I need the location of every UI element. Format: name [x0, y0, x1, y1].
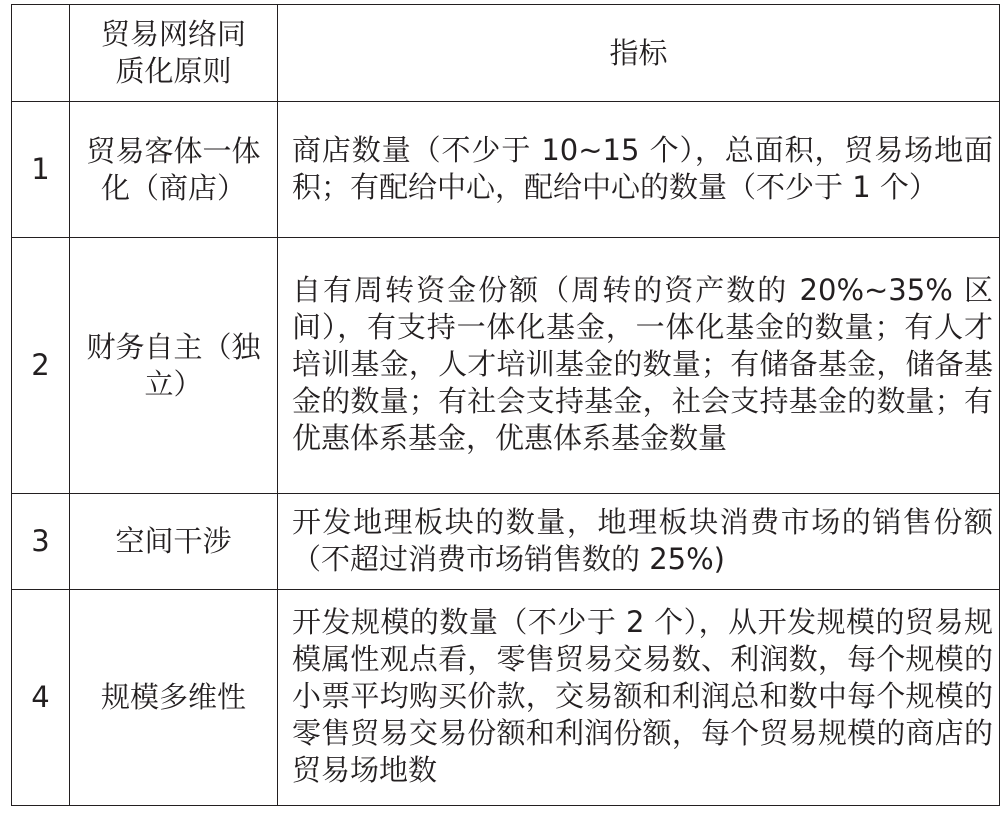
- header-principle-line1: 贸易网络同: [100, 17, 246, 51]
- row-principle: 贸易客体一体化（商店）: [70, 102, 278, 238]
- row-principle: 规模多维性: [70, 590, 278, 806]
- header-principle: [70, 5, 278, 102]
- row-indicator: 商店数量（不少于 10~15 个），总面积，贸易场地面积；有配给中心，配给中心的数量（不少于 1 个）: [278, 102, 1000, 238]
- row-number: 3: [12, 494, 70, 590]
- header-indicator: 指标: [278, 5, 1000, 102]
- row-indicator: 开发地理板块的数量，地理板块消费市场的销售份额（不超过消费市场销售数的 25%): [278, 494, 1000, 590]
- row-number: 4: [12, 590, 70, 806]
- row-principle: 财务自主（独立）: [70, 238, 278, 494]
- table-row: [12, 590, 1000, 806]
- row-indicator: 自有周转资金份额（周转的资产数的 20%~35% 区间），有支持一体化基金，一体化基金的数量；有人才培训基金，人才培训基金的数量；有储备基金，储备基金的数量；有社会支持基金，社会支持基金的数量；有优惠体系基金，优惠体系基金数量: [278, 238, 1000, 494]
- principles-indicators-table: [11, 4, 1000, 806]
- table-row: [12, 102, 1000, 238]
- row-indicator: 开发规模的数量（不少于 2 个），从开发规模的贸易规模属性观点看，零售贸易交易数、利润数，每个规模的小票平均购买价款，交易额和利润总和数中每个规模的零售贸易交易份额和利润份额，每个贸易规模的商店的贸易场地数: [278, 590, 1000, 806]
- header-row: [12, 5, 1000, 102]
- header-number: [12, 5, 70, 102]
- table-row: [12, 494, 1000, 590]
- row-number: 1: [12, 102, 70, 238]
- row-principle: 空间干涉: [70, 494, 278, 590]
- row-number: 2: [12, 238, 70, 494]
- table-row: [12, 238, 1000, 494]
- header-principle-line2: 质化原则: [115, 54, 232, 88]
